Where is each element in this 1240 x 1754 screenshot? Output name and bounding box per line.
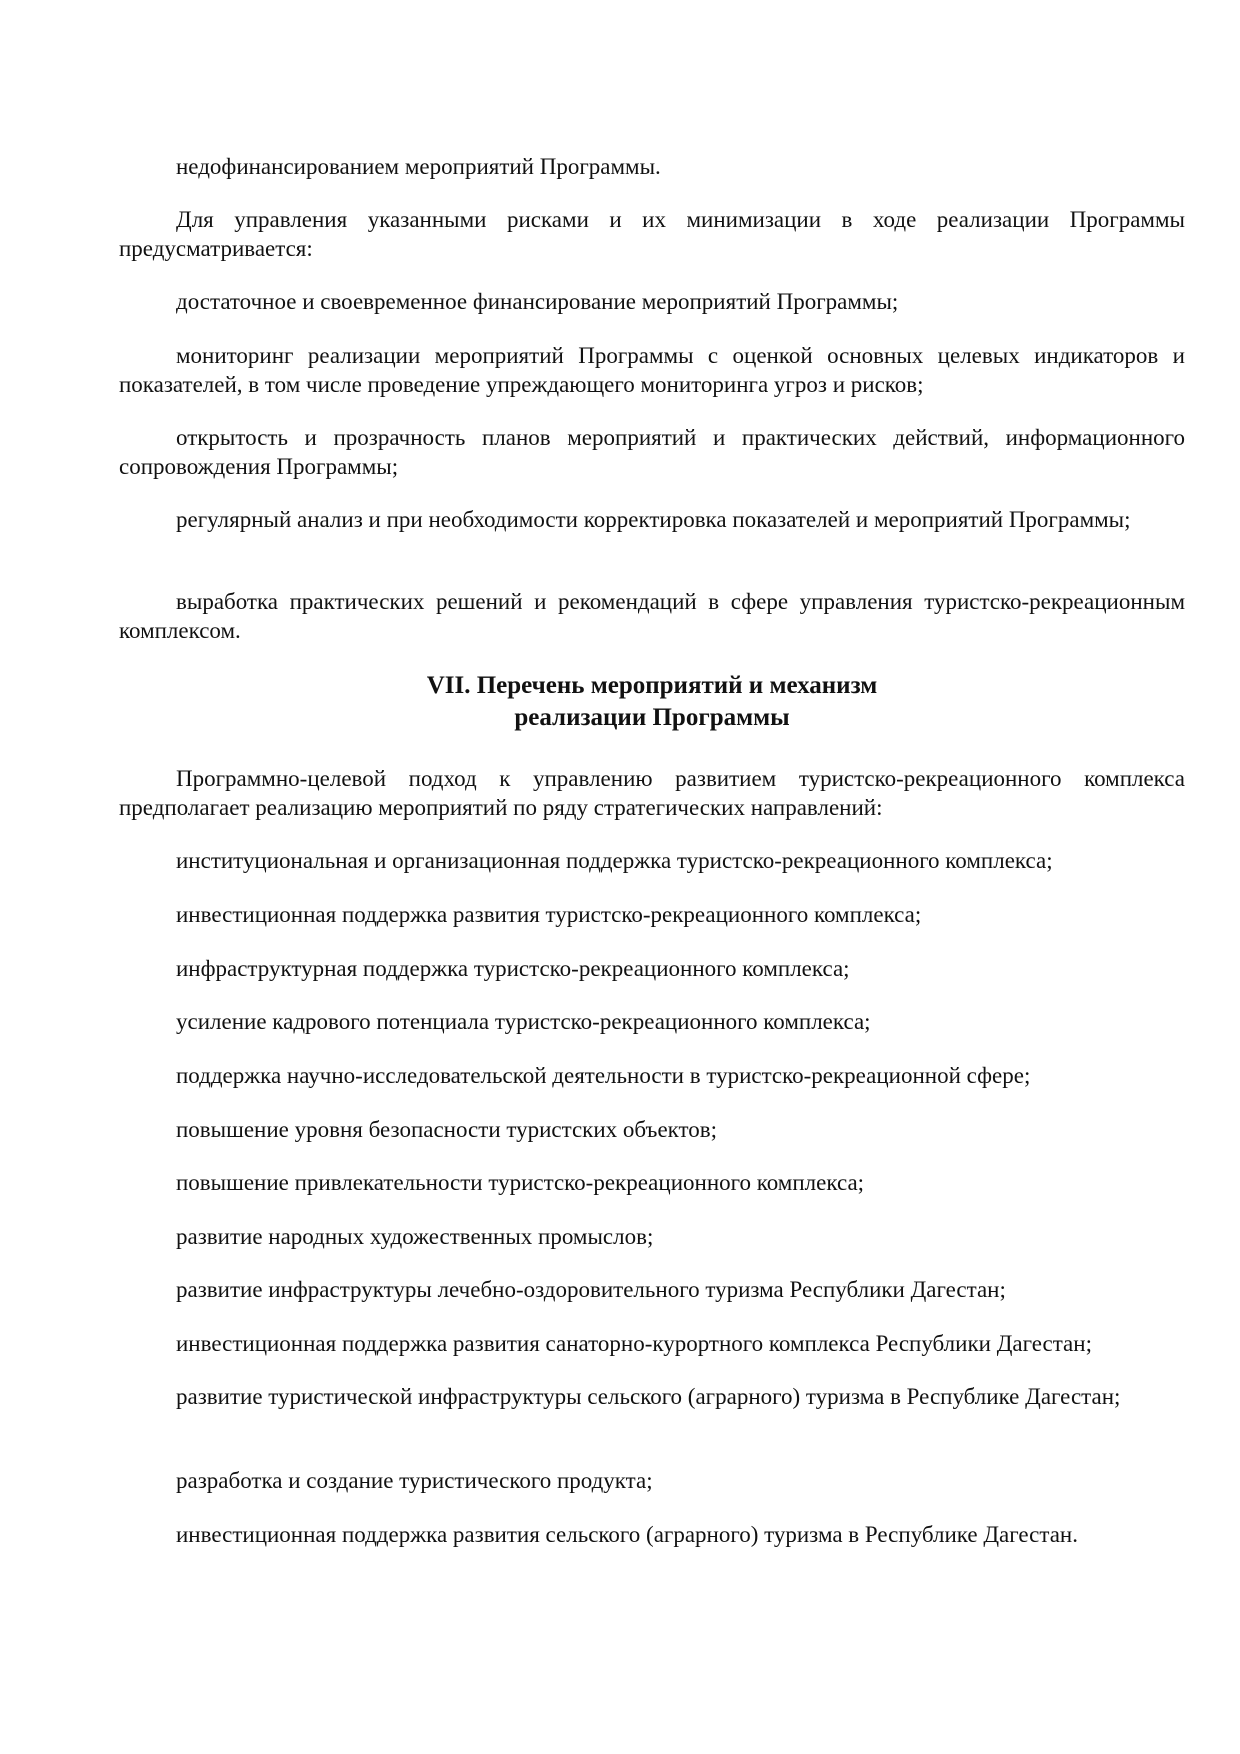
section-heading-line2: реализации Программы — [514, 704, 790, 731]
direction-item: инвестиционная поддержка развития санаторно-курортного комплекса Республики Дагестан; — [176, 1331, 1092, 1356]
direction-item: инвестиционная поддержка развития туристско-рекреационного комплекса; — [176, 902, 922, 927]
paragraph-monitoring: мониторинг реализации мероприятий Программы с оценкой основных целевых индикаторов и показателей, в том числе проведение упреждающего мониторинга угроз и рисков; — [119, 343, 1185, 397]
paragraph-intro: Программно-целевой подход к управлению развитием туристско-рекреационного комплекса предполагает реализацию мероприятий по ряду стратегических направлений: — [119, 766, 1185, 820]
direction-item: развитие инфраструктуры лечебно-оздоровительного туризма Республики Дагестан; — [176, 1277, 1006, 1302]
direction-item: развитие народных художественных промыслов; — [176, 1224, 654, 1249]
paragraph-risk-management: Для управления указанными рисками и их минимизации в ходе реализации Программы предусматривается: — [119, 207, 1185, 261]
paragraph-regular-analysis: регулярный анализ и при необходимости корректировка показателей и мероприятий Программы; — [176, 507, 1131, 532]
direction-item: инфраструктурная поддержка туристско-рекреационного комплекса; — [176, 956, 850, 981]
direction-item: институциональная и организационная поддержка туристско-рекреационного комплекса; — [176, 848, 1053, 873]
paragraph-financing: достаточное и своевременное финансирование мероприятий Программы; — [176, 289, 899, 314]
section-heading — [119, 670, 1185, 734]
direction-item: повышение привлекательности туристско-рекреационного комплекса; — [176, 1170, 865, 1195]
direction-item: развитие туристической инфраструктуры сельского (аграрного) туризма в Республике Дагестан; — [176, 1384, 1121, 1409]
paragraph-practical-solutions: выработка практических решений и рекомендаций в сфере управления туристско-рекреационным комплексом. — [119, 589, 1185, 643]
paragraph-transparency: открытость и прозрачность планов мероприятий и практических действий, информационного сопровождения Программы; — [119, 425, 1185, 479]
direction-item: разработка и создание туристического продукта; — [176, 1468, 653, 1493]
direction-item: усиление кадрового потенциала туристско-рекреационного комплекса; — [176, 1009, 871, 1034]
direction-item: повышение уровня безопасности туристских объектов; — [176, 1117, 718, 1142]
direction-item: поддержка научно-исследовательской деятельности в туристско-рекреационной сфере; — [176, 1063, 1031, 1088]
section-heading-line1: VII. Перечень мероприятий и механизм — [426, 672, 878, 699]
paragraph-underfunding: недофинансированием мероприятий Программы. — [176, 154, 661, 179]
direction-item: инвестиционная поддержка развития сельского (аграрного) туризма в Республике Дагестан. — [176, 1522, 1078, 1547]
